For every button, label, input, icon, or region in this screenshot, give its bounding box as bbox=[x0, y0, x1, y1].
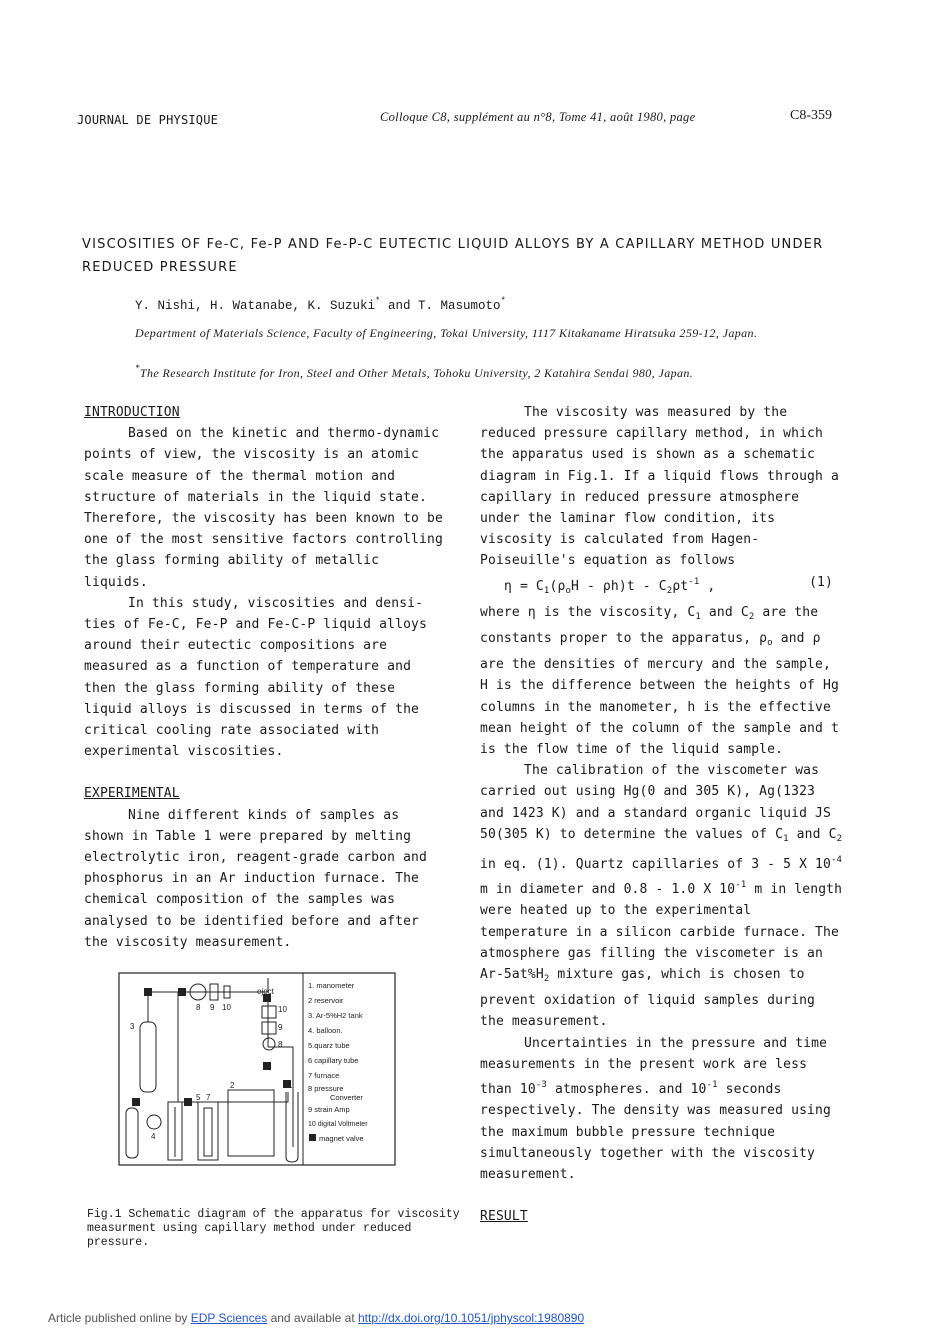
label-8: 8 bbox=[196, 1003, 201, 1012]
label-4: 4 bbox=[151, 1132, 156, 1141]
p4-b: atmospheres. and 10 bbox=[546, 1082, 707, 1098]
legend-item-8: 8 pressure bbox=[308, 1084, 344, 1093]
eq-part-4: ρt bbox=[672, 578, 689, 594]
legend-item-2: 2 reservoir bbox=[308, 996, 344, 1005]
affiliation-1: Department of Materials Science, Faculty of Engineering, Tokai University, 1117 Kitakaname Hiratsuka 259-12, Japan. bbox=[135, 326, 758, 340]
author-mark: * bbox=[375, 296, 381, 306]
gas-tank bbox=[140, 1022, 156, 1092]
intro-paragraph-1: Based on the kinetic and thermo-dynamic points of view, the viscosity is an atomic scale measure of the thermal motion and structure of materials in the liquid state. Therefore, the viscosity has been known to be one of the most sensitive factors controlling the glass forming ability of metallic liquids. bbox=[84, 426, 443, 590]
eq-sub-2: 2 bbox=[666, 585, 673, 596]
figure-legend bbox=[308, 981, 368, 1143]
affiliation-2 bbox=[135, 360, 825, 381]
reservoir-2 bbox=[228, 1090, 274, 1156]
legend-item-5: 5.quarz tube bbox=[308, 1041, 350, 1050]
eq-sup: -1 bbox=[688, 576, 700, 587]
p4-sup-2: -1 bbox=[706, 1080, 718, 1091]
label-9b: 9 bbox=[278, 1023, 283, 1032]
label-10b: 10 bbox=[278, 1005, 287, 1014]
p2-c: are the constants proper to the apparatus, ρ bbox=[480, 604, 819, 647]
affiliation-mark: * bbox=[135, 363, 140, 373]
p3-c: in eq. (1). Quartz capillaries of 3 - 5 X 10 bbox=[480, 857, 831, 873]
doi-link[interactable]: http://dx.doi.org/10.1051/jphyscol:1980890 bbox=[357, 1311, 585, 1325]
magnet-valve-2 bbox=[178, 988, 186, 996]
result-heading: RESULT bbox=[480, 1209, 528, 1225]
top-pipe bbox=[148, 978, 268, 1022]
definitions-paragraph bbox=[480, 602, 845, 760]
page-number: C8-359 bbox=[790, 108, 832, 123]
legend-item-9: 9 strain Amp bbox=[308, 1105, 350, 1114]
p2-a: where η is the viscosity, C bbox=[480, 604, 696, 620]
furnace-7 bbox=[198, 1102, 218, 1160]
legend-item-4: 4. balloon. bbox=[308, 1026, 343, 1035]
intro-paragraph-2: In this study, viscosities and densi-ties of Fe-C, Fe-P and Fe-C-P liquid alloys around their eutectic compositions are measured as a function of temperature and then the glass forming ability of these liquid alloys is discussed in terms of the critical cooling rate associated with experimental viscosities. bbox=[84, 595, 427, 760]
eq-sub-o: o bbox=[565, 585, 572, 596]
p3-sup-2: -1 bbox=[735, 880, 747, 891]
balloon-4 bbox=[147, 1115, 161, 1129]
label-7: 7 bbox=[206, 1093, 211, 1102]
p2-sub-2: 2 bbox=[748, 611, 755, 622]
p2-sub-o: o bbox=[767, 638, 773, 649]
citation-line: Colloque C8, supplément au n°8, Tome 41, août 1980, page bbox=[380, 110, 696, 124]
magnet-valve-6 bbox=[184, 1098, 192, 1106]
apparatus-diagram bbox=[118, 972, 396, 1166]
equation-1 bbox=[480, 572, 845, 602]
right-column bbox=[480, 402, 845, 1227]
magnet-valve-1 bbox=[144, 988, 152, 996]
uncertainty-paragraph bbox=[480, 1033, 845, 1185]
label-8b: 8 bbox=[278, 1040, 283, 1049]
p2-d: and ρ are the densities of mercury and the sample, H is the difference between the heights of Hg columns in the manometer, h is the effective mean height of the column of the sample and t is the flow time of the liquid sample. bbox=[480, 631, 839, 758]
p4-c: seconds respectively. The density was measured using the maximum bubble pressure technique simultaneously together with the viscosity measurement. bbox=[480, 1082, 831, 1182]
eq-sub-1: 1 bbox=[543, 585, 550, 596]
journal-name: JOURNAL DE PHYSIQUE bbox=[77, 113, 219, 127]
label-eject: eject bbox=[257, 987, 274, 996]
magnet-valve-icon bbox=[309, 1134, 316, 1141]
label-1: 1 bbox=[288, 1081, 293, 1090]
label-9: 9 bbox=[210, 1003, 215, 1012]
p3-sup-1: -4 bbox=[830, 855, 843, 866]
author-names-b: and T. Masumoto bbox=[380, 299, 501, 313]
legend-item-valve: magnet valve bbox=[319, 1134, 364, 1143]
eq-part-3: H - ρh)t - C bbox=[571, 578, 667, 594]
left-column bbox=[84, 402, 446, 953]
eq-part-eta: η = C bbox=[504, 578, 544, 594]
balloon-8 bbox=[263, 1038, 275, 1050]
p3-d: m in diameter and 0.8 - 1.0 X 10 bbox=[480, 882, 736, 898]
author-names-a: Y. Nishi, H. Watanabe, K. Suzuki bbox=[135, 299, 376, 313]
author-mark-2: * bbox=[500, 296, 506, 306]
p3-sub-1: 1 bbox=[783, 833, 789, 844]
equation-number: (1) bbox=[809, 574, 833, 590]
legend-item-1: 1. manometer bbox=[308, 981, 355, 990]
p4-a: Uncertainties in the pressure and time measurements in the present work are less than 10 bbox=[480, 1035, 828, 1098]
p3-a: The calibration of the viscometer was carried out using Hg(0 and 305 K), Ag(1323 and 1423 K) and a standard organic liquid JS 50(305 K) to determine the values of C bbox=[480, 763, 831, 842]
tank-10 bbox=[262, 1006, 276, 1018]
publisher-link[interactable]: EDP Sciences bbox=[190, 1311, 268, 1325]
author-list bbox=[135, 296, 506, 313]
magnet-valve-7 bbox=[132, 1098, 140, 1106]
p3-sub-2: 2 bbox=[836, 833, 843, 844]
paper-title: VISCOSITIES OF Fe-C, Fe-P AND Fe-P-C EUTECTIC LIQUID ALLOYS BY A CAPILLARY METHOD UNDER REDUCED PRESSURE bbox=[82, 237, 824, 275]
p3-f: mixture gas, which is chosen to prevent oxidation of liquid samples during the measurement. bbox=[480, 967, 816, 1030]
affiliation-2-text: The Research Institute for Iron, Steel and Other Metals, Tohoku University, 2 Katahira Sendai 980, Japan. bbox=[139, 366, 694, 380]
method-paragraph: The viscosity was measured by the reduced pressure capillary method, in which the apparatus used is shown as a schematic diagram in Fig.1. If a liquid flows through a capillary in reduced pressure atmosphere under the laminar flow condition, its viscosity is calculated from Hagen-Poiseuille's equation as follows bbox=[480, 405, 839, 569]
magnet-valve-4 bbox=[263, 1062, 271, 1070]
legend-item-3: 3. Ar-5%H2 tank bbox=[308, 1011, 363, 1020]
quartz-tube-5 bbox=[204, 1108, 212, 1156]
legend-item-8-cont: Converter bbox=[330, 1093, 363, 1102]
eq-end: , bbox=[699, 578, 716, 594]
experimental-paragraph: Nine different kinds of samples as shown in Table 1 were prepared by melting electrolytic iron, reagent-grade carbon and phosphorus in an Ar induction furnace. The chemical composition of the samples was analysed to be identified before and after the viscosity measurement. bbox=[84, 807, 427, 950]
publication-footer bbox=[48, 1311, 584, 1325]
legend-item-6: 6 capillary tube bbox=[308, 1056, 359, 1065]
footer-middle: and available at bbox=[267, 1311, 358, 1325]
calibration-paragraph bbox=[480, 760, 845, 1032]
label-2: 2 bbox=[230, 1081, 235, 1090]
legend-item-7: 7 furnace bbox=[308, 1071, 340, 1080]
p3-e: m in length were heated up to the experimental temperature in a silicon carbide furnace. The atmosphere gas filling the viscometer is an Ar-5at%H bbox=[480, 882, 843, 983]
eq-part-2: (ρ bbox=[549, 578, 566, 594]
experimental-heading: EXPERIMENTAL bbox=[84, 786, 180, 802]
legend-item-10: 10 digital Voltmeter bbox=[308, 1121, 368, 1128]
figure-caption: Fig.1 Schematic diagram of the apparatus for viscosity measurment using capillary method under reduced pressure. bbox=[87, 1208, 460, 1249]
p3-sub-h2: 2 bbox=[543, 974, 550, 985]
lower-tank bbox=[126, 1108, 138, 1158]
introduction-heading: INTRODUCTION bbox=[84, 405, 180, 420]
p2-b: and C bbox=[700, 604, 749, 620]
tank-9 bbox=[262, 1022, 276, 1034]
p3-b: and C bbox=[788, 826, 837, 842]
label-5: 5 bbox=[196, 1093, 201, 1102]
label-3: 3 bbox=[130, 1022, 135, 1031]
p4-sup-1: -3 bbox=[535, 1080, 547, 1091]
label-10: 10 bbox=[222, 1003, 231, 1012]
p2-sub-1: 1 bbox=[695, 611, 701, 622]
footer-prefix: Article published online by bbox=[48, 1311, 191, 1325]
